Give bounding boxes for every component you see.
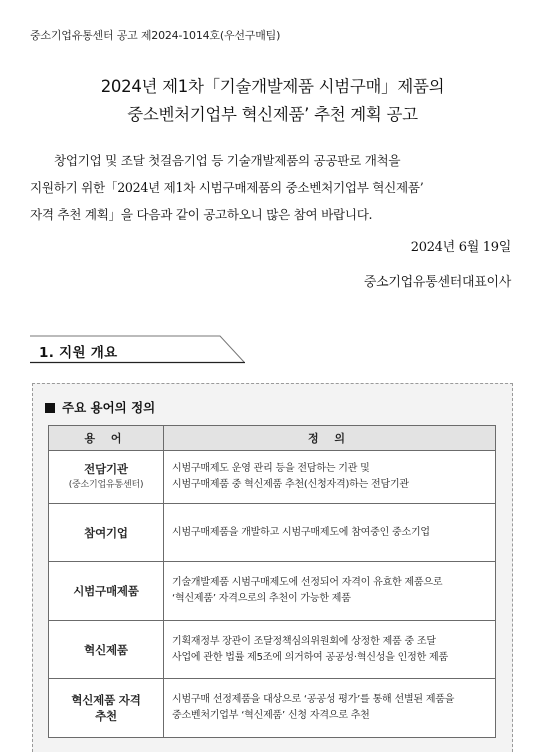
terms-table-header-row — [49, 426, 496, 451]
definition-line: 기획재정부 장관이 조달정책심의위원회에 상정한 제품 중 조달 — [172, 635, 436, 647]
definition-line: 시범구매 선정제품을 대상으로 ‘공공성 평가’를 통해 선별된 제품을 — [172, 694, 455, 705]
notice-date: 2024년 6월 19일 — [410, 240, 511, 255]
intro-paragraph — [30, 147, 520, 228]
term-name: 혁신제품 자격 — [71, 693, 141, 707]
term-cell — [49, 562, 164, 621]
term-name: 참여기업 — [84, 525, 128, 540]
definition-cell — [164, 451, 496, 504]
terms-definition-panel — [32, 383, 513, 752]
term-name-continued: 추천 — [95, 709, 117, 723]
header-definition: 정 의 — [164, 426, 496, 451]
term-subtitle: (중소기업유통센터) — [68, 480, 144, 490]
notice-number: 중소기업유통센터 공고 제2024-1014호(우선구매팀) — [30, 29, 281, 42]
subsection-heading — [45, 398, 155, 416]
section-1-title: 1. 지원 개요 — [39, 345, 118, 361]
term-name: 혁신제품 — [84, 642, 128, 657]
intro-line-1: 창업기업 및 조달 첫걸음기업 등 기술개발제품의 공공판로 개척을 — [54, 153, 401, 168]
definition-line: 기술개발제품 시범구매제도에 선정되어 자격이 유효한 제품으로 — [172, 577, 443, 588]
intro-line-3: 자격 추천 계획」을 다음과 같이 공고하오니 많은 참여 바랍니다. — [30, 207, 373, 222]
table-row — [49, 451, 496, 504]
table-row — [49, 621, 496, 679]
notice-title-line-1: 2024년 제1차「기술개발제품 시범구매」제품의 — [100, 77, 445, 96]
definition-line: 중소벤처기업부 ‘혁신제품’ 신청 자격으로 추천 — [172, 710, 370, 721]
term-cell — [49, 679, 164, 738]
issuer-name: 중소기업유통센터대표이사 — [363, 275, 511, 290]
term-cell — [49, 504, 164, 562]
intro-line-2: 지원하기 위한「2024년 제1차 시범구매제품의 중소벤처기업부 혁신제품’ — [30, 180, 424, 195]
definition-line: 사업에 관한 법률 제5조에 의거하여 공공성·혁신성을 인정한 제품 — [172, 651, 448, 663]
subsection-title: 주요 용어의 정의 — [62, 400, 156, 415]
definition-cell — [164, 621, 496, 679]
definition-line: 시범구매제품을 개발하고 시범구매제도에 참여중인 중소기업 — [172, 526, 430, 538]
terms-table — [48, 425, 496, 738]
table-row — [49, 504, 496, 562]
term-name: 전담기관 — [84, 462, 128, 476]
header-term: 용 어 — [49, 426, 164, 451]
definition-cell — [164, 562, 496, 621]
term-name: 시범구매제품 — [73, 584, 139, 598]
definition-line: 시범구매제품 중 혁신제품 추천(신청자격)하는 전담기관 — [172, 479, 409, 490]
definition-line: ‘혁신제품’ 자격으로의 추천이 가능한 제품 — [172, 593, 351, 604]
black-square-bullet-icon — [45, 403, 55, 413]
definition-cell — [164, 504, 496, 562]
term-cell — [49, 451, 164, 504]
term-cell — [49, 621, 164, 679]
definition-cell — [164, 679, 496, 738]
section-1-header — [30, 334, 245, 364]
notice-title-line-2: 중소벤처기업부 혁신제품’ 추천 계획 공고 — [127, 105, 418, 124]
definition-line: 시범구매제도 운영 관리 등을 전담하는 기관 및 — [172, 463, 370, 474]
table-row — [49, 562, 496, 621]
table-row — [49, 679, 496, 738]
